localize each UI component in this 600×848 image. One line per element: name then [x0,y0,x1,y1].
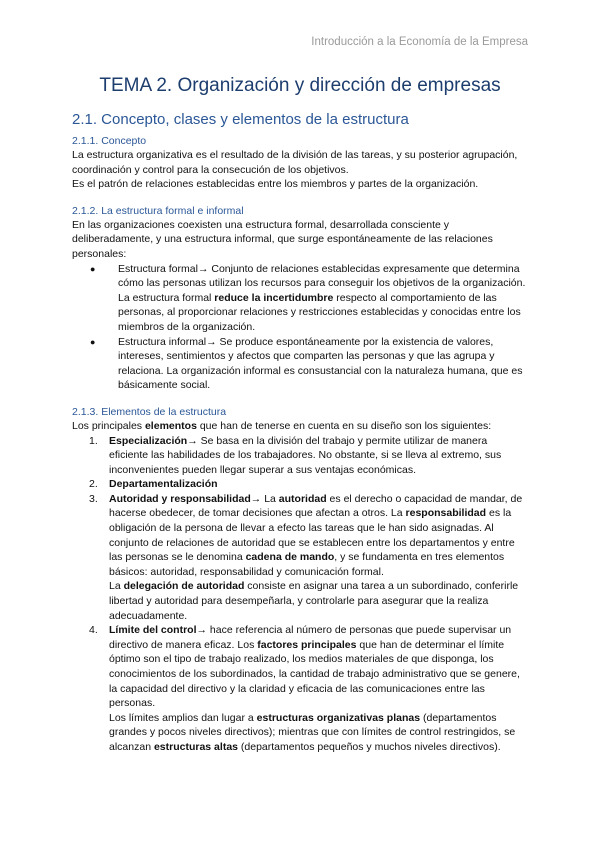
item-text: es el derecho o capacidad de mandar, de hacerse obedecer, de tomar decisiones que afectan a otros. La [109,492,523,520]
estructura-intro-paragraph: En las organizaciones coexisten una estructura formal, desarrollada consciente y deliberadamente, y una estructura informal, que surge espontáneamente de las relaciones personales: [72,218,493,260]
page-title: TEMA 2. Organización y dirección de empresas [99,75,501,96]
item-number: 3. [89,492,98,505]
elementos-intro-c: que han de tenerse en cuenta en su diseño son los siguientes: [196,419,492,432]
list-item-especializacion [72,434,528,478]
estructura-bullet-list [72,262,528,393]
item-number: 4. [89,624,98,637]
item-term: Autoridad y responsabilidad [109,492,251,505]
item-text-bold: estructuras organizativas planas [256,711,421,724]
list-item-limite-control [72,623,528,754]
elementos-intro-paragraph [72,419,528,434]
concepto-paragraph-2: Es el patrón de relaciones establecidas entre los miembros y partes de la organización. [72,178,479,191]
item-text-bold: factores principales [257,638,357,651]
item-text-bold: delegación de autoridad [123,580,245,593]
page-content [72,74,528,755]
item-number: 2. [89,478,98,491]
item-text-bold: estructuras altas [153,740,238,753]
formal-text-a: Estructura formal→ Conjunto de relaciones establecidas expresamente que determina cómo las personas utilizan los recursos para conseguir los objetivos de la organización. La estructura formal [118,262,526,304]
item-text: (departamentos pequeños y muchos niveles directivos). [238,740,501,753]
item-number: 1. [89,434,98,447]
item-text: que han de determinar el límite óptimo son el tipo de trabajo realizado, los medios materiales de que disponga, los conocimientos de los subordinados, la cantidad de trabajo administrativo que se genere, la capacidad del directivo y la claridad y eficacia de las comunicaciones entre las personas. [109,638,520,710]
informal-text: Estructura informal→ Se produce espontáneamente por la existencia de valores, intereses, sentimientos y afectos que comparten las personas y que las agrupa y relaciona. La organización informal es consustancial con la naturaleza humana, que es básicamente social. [118,335,523,392]
item-text: (departamentos grandes y pocos niveles directivos); mientras que con límites de control restringidos, se alcanzan [109,711,516,753]
elementos-intro-bold: elementos [144,419,197,432]
formal-text-c: respecto al comportamiento de las personas, al proporcionar relaciones y restricciones establecidas y conocidas entre los miembros de la organización. [118,291,521,333]
bullet-item-informal [72,335,528,393]
list-item-departamentalizacion [72,477,528,492]
section-heading-2-1: 2.1. Concepto, clases y elementos de la estructura [72,111,409,128]
item-text-bold: cadena de mando [245,551,335,564]
concepto-paragraph-1: La estructura organizativa es el resultado de la división de las tareas, y su posterior agrupación, coordinación y control para la consecución de los objetivos. [72,149,518,176]
item-text: La [109,580,124,593]
bullet-icon: ● [90,336,96,347]
limites-paragraph [109,711,528,755]
item-text-bold: autoridad [278,492,327,505]
subsection-heading-2-1-2: 2.1.2. La estructura formal e informal [72,204,244,217]
elementos-numbered-list [72,434,528,755]
item-text: → La [250,492,279,505]
item-text: → hace referencia al número de personas que puede supervisar un directivo de manera eficaz. Los [109,624,512,651]
formal-text-bold: reduce la incertidumbre [214,291,334,304]
elementos-intro-a: Los principales [72,419,145,432]
item-term: Límite del control [109,624,197,637]
subsection-heading-2-1-1: 2.1.1. Concepto [72,135,147,147]
item-text: → Se basa en la división del trabajo y permite utilizar de manera eficiente las habilidades de los trabajadores. No obstante, si se lleva al extremo, sus inconvenientes pueden llegar superar a sus ventajas económicas. [109,434,502,476]
item-text: consiste en asignar una tarea a un subordinado, conferirle libertad y autoridad para desempeñarla, y controlarle para asegurar que la realiza adecuadamente. [109,580,519,622]
bullet-icon: ● [90,263,96,274]
item-term: Especialización [109,434,188,447]
item-text: es la obligación de la persona de llevar a efecto las tareas que le han sido asignadas. Al conjunto de relaciones de autoridad que se establecen entre los departamentos y entre las personas se le denomina [109,507,515,564]
delegacion-paragraph [109,579,528,623]
bullet-item-formal [72,262,528,335]
item-text: , y se fundamenta en tres elementos básicos: autoridad, responsabilidad y comunicación formal. [109,551,505,578]
item-text: Los límites amplios dan lugar a [109,711,257,724]
running-header: Introducción a la Economía de la Empresa [311,36,528,48]
item-term: Departamentalización [109,478,218,491]
item-text-bold: responsabilidad [405,507,487,520]
list-item-autoridad [72,492,528,623]
subsection-heading-2-1-3: 2.1.3. Elementos de la estructura [72,405,227,418]
